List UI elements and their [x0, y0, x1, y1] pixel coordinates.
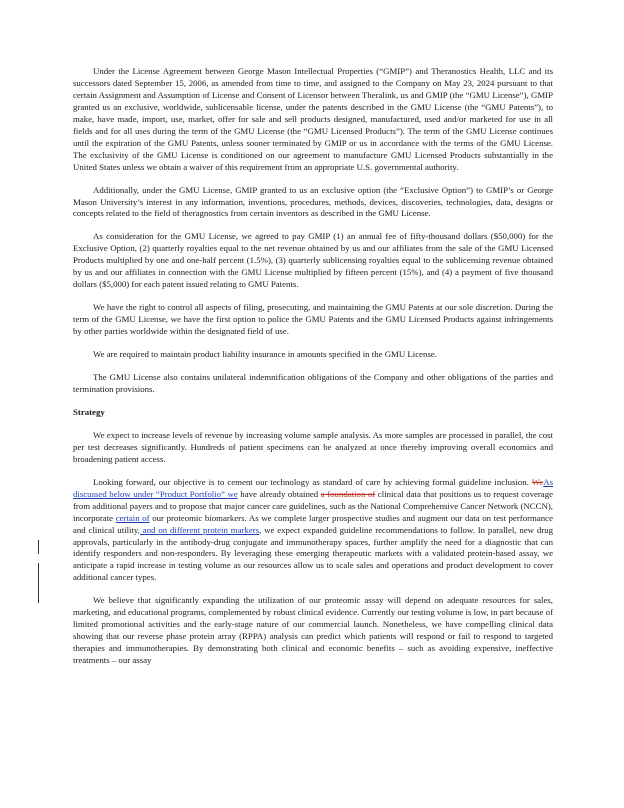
license-paragraph-6: The GMU License also contains unilateral indemnification obligations of the Company and other obligations of the parties and termination provisions. [73, 372, 553, 394]
text-run: Looking forward, our objective is to cement our technology as standard of care by achieving formal guideline inclusion. [93, 476, 532, 487]
license-paragraph-5: We are required to maintain product liability insurance in amounts specified in the GMU License. [93, 349, 437, 360]
text-run: clinical data that positions us to request coverage from additional payers and to propose that major cancer care guidelines, such as the National Comprehensive Cancer Network (NCCN), incorporate [73, 488, 554, 523]
strategy-paragraph-2 [73, 477, 553, 585]
inserted-text: , and on different protein markers [137, 524, 260, 535]
document-body [73, 66, 553, 667]
strategy-paragraph-3: We believe that significantly expanding the utilization of our proteomic assay will depend on adequate resources for sales, marketing, and educational programs, complemented by robust clinical evidence. Currently our testing volume is low, in part because of limited promotional activities and the early-stage nature of our commercial launch. Nonetheless, we have compelling clinical data showing that our reverse phase protein array (RPPA) analysis can predict which patients will respond or fail to respond to targeted therapies and immunotherapies. By demonstrating both clinical and economic benefits – such as avoiding expensive, ineffective treatments – our assay [73, 595, 553, 666]
strategy-paragraph-1: We expect to increase levels of revenue by increasing volume sample analysis. As more samples are processed in parallel, the cost per test decreases significantly. Hundreds of patient specimens can be analyzed at once thereby improving overall economics and broadening patient access. [73, 429, 553, 464]
inserted-text: As discussed below under “Product Portfolio” we [73, 476, 553, 499]
strategy-heading: Strategy [73, 406, 105, 417]
text-run: have already obtained [237, 488, 321, 499]
text-run: , we expect expanded guideline recommendations to follow. In parallel, new drug approvals, particularly in the antibody-drug conjugate and immunotherapy spaces, further amplify the need for a diagnostic that can identify responders and non-responders. By leveraging these emerging therapeutic markets with a validated protein-based assay, we anticipate a rapid increase in testing volume as our resources allow us to scale sales and operations and product development to cover additional cancer types. [73, 524, 553, 583]
change-bar [38, 563, 39, 603]
license-paragraph-1: Under the License Agreement between George Mason Intellectual Properties (“GMIP”) and Theranostics Health, LLC and its successors dated September 15, 2006, as amended from time to time, and assigned to the Company on May 23, 2024 pursuant to that certain Assignment and Assumption of License and Consent of Licensor between Theralink, us and GMIP (the “GMU License”), GMIP granted us an exclusive, worldwide, sublicensable license, under the patents described in the GMU License (the “GMU Patents”), to make, have made, import, use, market, offer for sale and sell products designed, manufactured, used and/or marketed for use in all fields and for all uses during the term of the GMU License (the “GMU Licensed Products”). The term of the GMU License continues until the expiration of the GMU Patents, unless sooner terminated by GMIP or us in accordance with the terms of the GMU License. The exclusivity of the GMU License is conditioned on our agreement to manufacture GMU Licensed Products substantially in the United States unless we obtain a waiver of this requirement from an appropriate U.S. governmental authority. [73, 66, 553, 172]
license-paragraph-4: We have the right to control all aspects of filing, prosecuting, and maintaining the GMU Patents at our sole discretion. During the term of the GMU License, we have the first option to police the GMU Patents and the GMU Licensed Products against infringements by other parties worldwide within the designated field of use. [73, 302, 553, 337]
text-run: our proteomic biomarkers. As we complete larger prospective studies and augment our data on test performance and clinical utility [73, 512, 553, 535]
deleted-text: a foundation of [320, 488, 376, 499]
change-bar [38, 540, 39, 554]
inserted-text: certain of [115, 512, 150, 523]
license-paragraph-2: Additionally, under the GMU License, GMIP granted to us an exclusive option (the “Exclusive Option”) to GMIP’s or George Mason University’s interest in any information, inventions, procedures, methods, devices, discoveries, technologies, data, designs or concepts related to the field of theragnostics from certain inventors as described in the GMU License. [73, 184, 553, 219]
license-paragraph-3: As consideration for the GMU License, we agreed to pay GMIP (1) an annual fee of fifty-thousand dollars ($50,000) for the Exclusive Option, (2) quarterly royalties equal to the net revenue obtained by us and our affiliates from the sale of the GMU Licensed Products multiplied by one and one-half percent (1.5%), (3) quarterly sublicensing royalties equal to the sublicensing revenue obtained by us and our affiliates in connection with the GMU License multiplied by fifteen percent (15%), and (4) a payment of five thousand dollars ($5,000) for each patent issued relating to GMU Patents. [73, 231, 553, 290]
deleted-text: We [531, 476, 544, 487]
